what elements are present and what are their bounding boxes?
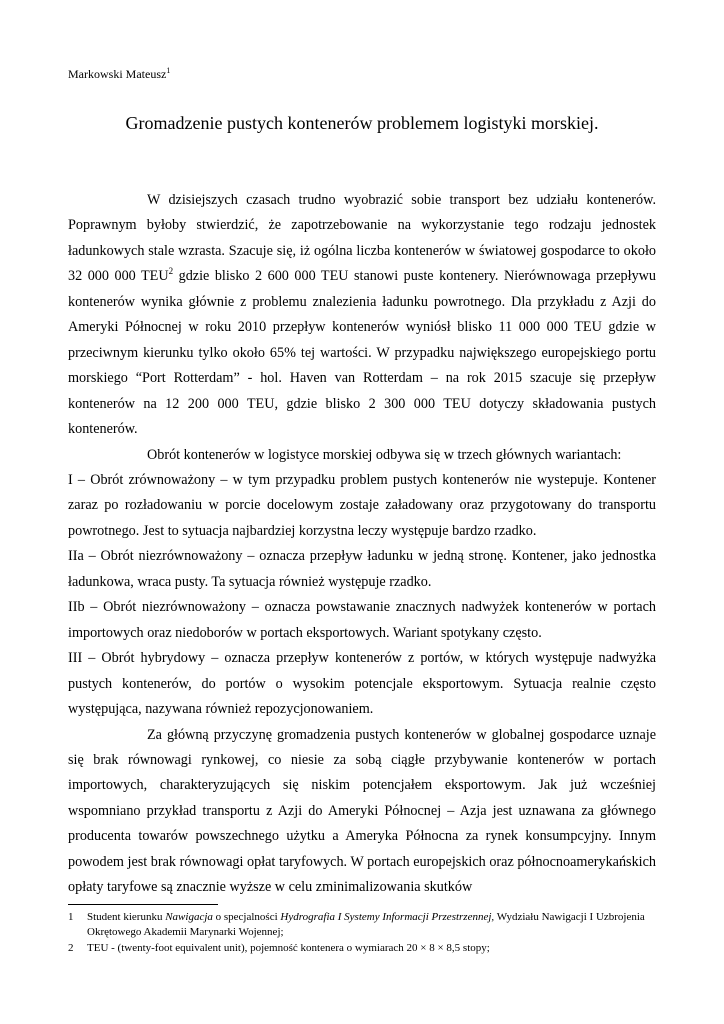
- footnote-italic-text: Hydrografia I Systemy Informacji Przestrzennej,: [280, 911, 495, 923]
- author-footnote-ref: 1: [166, 66, 171, 75]
- footnote-1: [68, 910, 668, 940]
- paper-title: Gromadzenie pustych kontenerów problemem logistyki morskiej.: [125, 113, 599, 133]
- footnote-number: 2: [68, 942, 74, 954]
- paragraph-variant-iib: IIb – Obrót niezrównoważony – oznacza powstawanie znacznych nadwyżek kontenerów w portach importowych oraz niedoborów w portach eksportowych. Wariant spotykany często.: [68, 599, 656, 641]
- footnote-number: 1: [68, 911, 74, 923]
- footnote-text: TEU - (twenty-foot equivalent unit), pojemność kontenera o wymiarach 20 × 8 × 8,5 stopy;: [87, 942, 490, 954]
- author-name: Markowski Mateusz: [68, 67, 167, 81]
- paragraph-intro-part-b: gdzie blisko 2 600 000 TEU stanowi puste kontenery. Nierównowaga przepływu kontenerów wynika głównie z problemu znalezienia ładunku powrotnego. Dla przykładu z Azji do Ameryki Północnej w roku 2010 przepływ kontenerów wyniósł blisko 11 000 000 TEU gdzie w przeciwnym kierunku tylko około 65% tej wartości. W przypadku największego europejskiego portu morskiego “Port Rotterdam” - hol. Haven van Rotterdam – na rok 2015 szacuje się przepływ kontenerów na 12 200 000 TEU, gdzie blisko 2 300 000 TEU dotyczy składowania pustych kontenerów.: [68, 268, 657, 438]
- paragraph-intro: [68, 188, 656, 443]
- paragraph-variant-iia: IIa – Obrót niezrównoważony – oznacza przepływ ładunku w jedną stronę. Kontener, jako jednostka ładunkowa, wraca pusty. Ta sytuacja również występuje rzadko.: [68, 548, 656, 590]
- body-text: [68, 188, 656, 901]
- author-line: [68, 67, 170, 81]
- footnote-2: [68, 941, 668, 956]
- paragraph-variant-i: I – Obrót zrównoważony – w tym przypadku problem pustych kontenerów nie wystepuje. Kontener zaraz po rozładowaniu w porcie docelowym zostaje załadowany oraz przygotowany do transportu powrotnego. Jest to sytuacja najbardziej korzystna leczy występuje bardzo rzadko.: [68, 471, 656, 539]
- paragraph-variant-iii: III – Obrót hybrydowy – oznacza przepływ kontenerów z portów, w których występuje nadwyżka pustych kontenerów, do portów o wysokim potencjale eksportowym. Sytuacja realnie często występująca, nazywana również repozycjonowaniem.: [68, 650, 656, 718]
- teu-footnote-ref: 2: [168, 266, 174, 277]
- footnotes: [68, 910, 668, 957]
- paragraph-variants-intro: Obrót kontenerów w logistyce morskiej odbywa się w trzech głównych wariantach:: [147, 446, 622, 463]
- footnote-italic-text: Nawigacja: [165, 911, 213, 923]
- paragraph-causes: Za główną przyczynę gromadzenia pustych kontenerów w globalnej gospodarce uznaje się brak równowagi rynkowej, co niesie za sobą ciągłe przybywanie kontenerów w portach importowych, charakteryzujących się niskim potencjałem eksportowym. Jak już wcześniej wspomniano przykład transportu z Azji do Ameryki Północnej – Azja jest uznawana za głównego producenta towarów powszechnego użytku a Ameryka Północna za rynek konsumpcyjny. Innym powodem jest brak równowagi opłat taryfowych. W portach europejskich oraz północnoamerykańskich opłaty taryfowe są znacznie wyższe w celu zminimalizowania skutków: [68, 726, 656, 896]
- footnote-text: o specjalności: [212, 911, 281, 923]
- footnote-divider: [68, 904, 218, 905]
- footnote-text: Student kierunku: [87, 911, 166, 923]
- paragraph-intro-part-a: W dzisiejszych czasach trudno wyobrazić sobie transport bez udziału kontenerów. Poprawnym byłoby stwierdzić, że zapotrzebowanie na wykorzystanie tego rodzaju jednostek ładunkowych stale wzrasta. Szacuje się, iż ogólna liczba kontenerów w światowej gospodarce to około 32 000 000 TEU: [68, 192, 656, 285]
- footnote-text: Wydziału Nawigacji I Uzbrojenia Okrętowego Akademii Marynarki Wojennej;: [87, 911, 645, 938]
